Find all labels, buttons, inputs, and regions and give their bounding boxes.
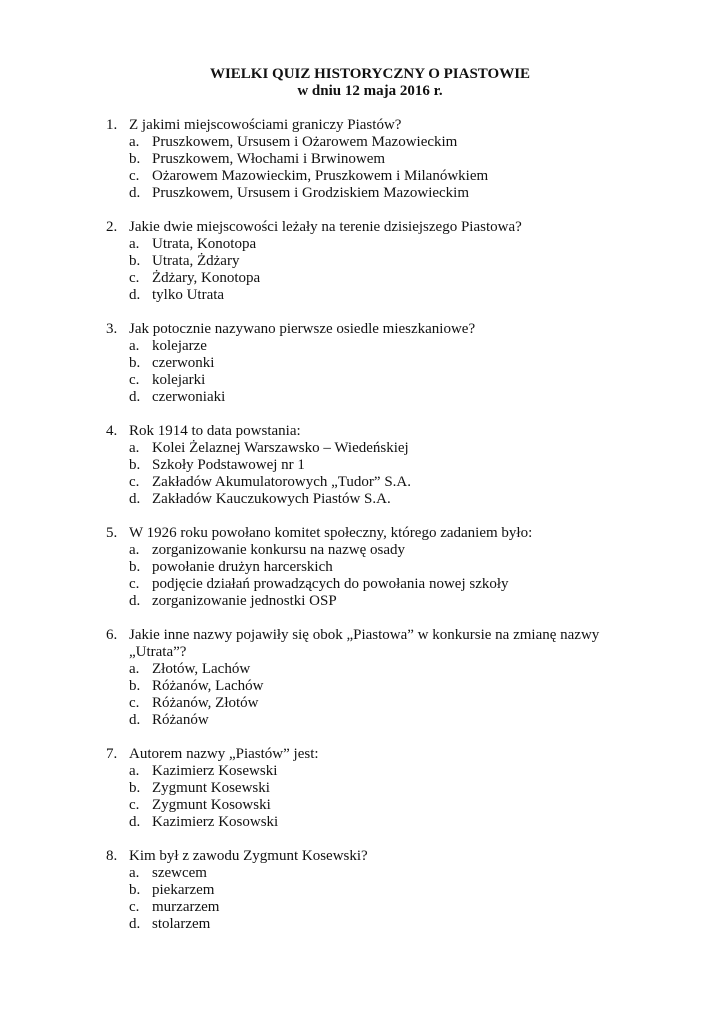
answer-letter: c.: [129, 576, 140, 592]
answer-text: powołanie drużyn harcerskich: [152, 559, 333, 575]
answer-text: Zygmunt Kosewski: [152, 780, 270, 796]
answer-letter: c.: [129, 695, 140, 711]
answer-item: [0, 780, 724, 797]
answer-text: zorganizowanie jednostki OSP: [152, 593, 337, 609]
question-text: Jakie dwie miejscowości leżały na terenie dzisiejszego Piastowa?: [129, 219, 522, 235]
answer-letter: d.: [129, 712, 141, 728]
answer-letter: b.: [129, 355, 141, 371]
answer-text: Kazimierz Kosowski: [152, 814, 279, 830]
answer-item: [0, 389, 724, 406]
answer-text: murzarzem: [152, 899, 220, 915]
answer-list: [0, 236, 724, 304]
answer-item: [0, 899, 724, 916]
question-number: 1.: [106, 117, 118, 133]
question-text: Kim był z zawodu Zygmunt Kosewski?: [129, 848, 368, 864]
answer-text: Kolei Żelaznej Warszawsko – Wiedeńskiej: [152, 440, 409, 456]
answer-list: [0, 440, 724, 508]
answer-text: kolejarze: [152, 338, 207, 354]
answer-item: [0, 559, 724, 576]
question-number: 4.: [106, 423, 118, 439]
answer-item: [0, 712, 724, 729]
answer-text: Pruszkowem, Ursusem i Grodziskiem Mazowieckim: [152, 185, 470, 201]
answer-letter: c.: [129, 168, 140, 184]
question-text: Jakie inne nazwy pojawiły się obok „Piastowa” w konkursie na zmianę nazwy „Utrata”?: [129, 627, 600, 660]
question-3: [0, 321, 724, 406]
answer-text: szewcem: [152, 865, 207, 881]
question-5: [0, 525, 724, 610]
answer-letter: b.: [129, 559, 141, 575]
question-2: [0, 219, 724, 304]
answer-item: [0, 661, 724, 678]
question-number: 8.: [106, 848, 118, 864]
answer-text: zorganizowanie konkursu na nazwę osady: [152, 542, 405, 558]
question-text: W 1926 roku powołano komitet społeczny, którego zadaniem było:: [129, 525, 533, 541]
answer-item: [0, 372, 724, 389]
answer-letter: a.: [129, 542, 140, 558]
answer-letter: a.: [129, 661, 140, 677]
answer-item: [0, 678, 724, 695]
answer-letter: a.: [129, 865, 140, 881]
answer-text: Złotów, Lachów: [152, 661, 251, 677]
answer-item: [0, 185, 724, 202]
question-number: 2.: [106, 219, 118, 235]
answer-text: Pruszkowem, Ursusem i Ożarowem Mazowieckim: [152, 134, 458, 150]
answer-letter: b.: [129, 882, 141, 898]
answer-text: Żdżary, Konotopa: [152, 270, 261, 286]
answer-item: [0, 542, 724, 559]
answer-text: Utrata, Żdżary: [152, 253, 240, 269]
answer-item: [0, 440, 724, 457]
answer-item: [0, 865, 724, 882]
question-1: [0, 117, 724, 202]
question-text: Autorem nazwy „Piastów” jest:: [129, 746, 319, 762]
question-list: [0, 117, 724, 950]
answer-text: czerwonki: [152, 355, 215, 371]
answer-letter: a.: [129, 134, 140, 150]
answer-item: [0, 457, 724, 474]
answer-letter: b.: [129, 780, 141, 796]
answer-item: [0, 474, 724, 491]
answer-item: [0, 236, 724, 253]
answer-text: Pruszkowem, Włochami i Brwinowem: [152, 151, 386, 167]
answer-letter: c.: [129, 474, 140, 490]
answer-item: [0, 491, 724, 508]
answer-letter: a.: [129, 338, 140, 354]
answer-text: tylko Utrata: [152, 287, 225, 303]
answer-letter: d.: [129, 916, 141, 932]
document-title: WIELKI QUIZ HISTORYCZNY O PIASTOWIE: [209, 66, 531, 82]
question-number: 6.: [106, 627, 118, 643]
answer-list: [0, 763, 724, 831]
answer-letter: c.: [129, 797, 140, 813]
answer-item: [0, 763, 724, 780]
answer-letter: d.: [129, 491, 141, 507]
answer-letter: d.: [129, 814, 141, 830]
answer-text: Kazimierz Kosewski: [152, 763, 278, 779]
answer-item: [0, 797, 724, 814]
answer-letter: d.: [129, 593, 141, 609]
answer-letter: d.: [129, 389, 141, 405]
answer-letter: c.: [129, 899, 140, 915]
answer-letter: b.: [129, 253, 141, 269]
answer-text: Utrata, Konotopa: [152, 236, 257, 252]
question-text: Z jakimi miejscowościami graniczy Piastów?: [129, 117, 402, 133]
answer-item: [0, 576, 724, 593]
answer-item: [0, 168, 724, 185]
question-8: [0, 848, 724, 933]
answer-text: Szkoły Podstawowej nr 1: [152, 457, 305, 473]
answer-letter: a.: [129, 763, 140, 779]
answer-item: [0, 134, 724, 151]
answer-text: Różanów, Złotów: [152, 695, 259, 711]
answer-item: [0, 253, 724, 270]
question-text: Jak potocznie nazywano pierwsze osiedle mieszkaniowe?: [129, 321, 476, 337]
answer-letter: c.: [129, 270, 140, 286]
answer-text: Zakładów Kauczukowych Piastów S.A.: [152, 491, 391, 507]
answer-letter: a.: [129, 440, 140, 456]
document-subtitle: w dniu 12 maja 2016 r.: [297, 83, 443, 99]
answer-item: [0, 270, 724, 287]
answer-item: [0, 355, 724, 372]
answer-item: [0, 338, 724, 355]
answer-list: [0, 865, 724, 933]
answer-text: Zygmunt Kosowski: [152, 797, 271, 813]
answer-letter: b.: [129, 151, 141, 167]
answer-item: [0, 151, 724, 168]
answer-item: [0, 695, 724, 712]
answer-text: podjęcie działań prowadzących do powołania nowej szkoły: [152, 576, 509, 592]
answer-letter: d.: [129, 287, 141, 303]
question-6: [0, 627, 724, 729]
answer-letter: b.: [129, 457, 141, 473]
answer-letter: d.: [129, 185, 141, 201]
question-number: 7.: [106, 746, 118, 762]
answer-list: [0, 661, 724, 729]
question-number: 3.: [106, 321, 118, 337]
answer-item: [0, 916, 724, 933]
answer-text: stolarzem: [152, 916, 211, 932]
answer-text: czerwoniaki: [152, 389, 226, 405]
title-block: [0, 66, 724, 100]
answer-item: [0, 882, 724, 899]
question-7: [0, 746, 724, 831]
answer-letter: b.: [129, 678, 141, 694]
answer-text: Ożarowem Mazowieckim, Pruszkowem i Milanówkiem: [152, 168, 489, 184]
question-text: Rok 1914 to data powstania:: [129, 423, 301, 439]
answer-item: [0, 814, 724, 831]
question-number: 5.: [106, 525, 118, 541]
answer-text: Różanów: [152, 712, 209, 728]
answer-text: piekarzem: [152, 882, 215, 898]
answer-list: [0, 542, 724, 610]
answer-letter: a.: [129, 236, 140, 252]
answer-letter: c.: [129, 372, 140, 388]
answer-text: Różanów, Lachów: [152, 678, 264, 694]
answer-item: [0, 593, 724, 610]
answer-item: [0, 287, 724, 304]
answer-text: Zakładów Akumulatorowych „Tudor” S.A.: [152, 474, 411, 490]
question-4: [0, 423, 724, 508]
answer-list: [0, 134, 724, 202]
answer-text: kolejarki: [152, 372, 206, 388]
answer-list: [0, 338, 724, 406]
